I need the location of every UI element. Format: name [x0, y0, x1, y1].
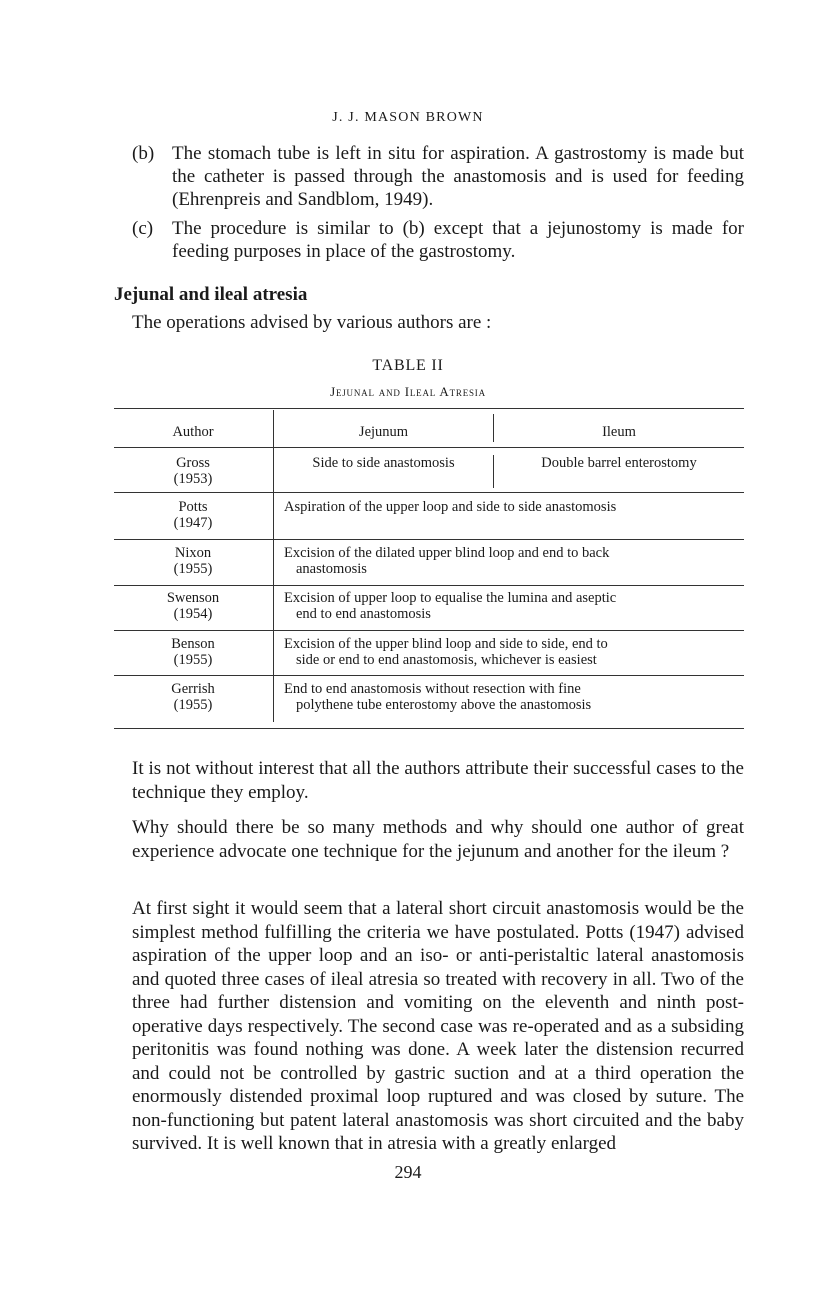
cell-ileum: Double barrel enterostomy: [541, 455, 697, 471]
running-head: J. J. MASON BROWN: [332, 110, 484, 125]
author-year: (1955): [173, 696, 213, 713]
list-item-text: The stomach tube is left in situ for aspiration. A gastrostomy is made but the catheter is passed through the anastomosis and is used for feeding (Ehrenpreis and Sandblom, 1949).: [172, 143, 744, 210]
author-year: (1947): [173, 514, 213, 531]
author-year: (1953): [173, 470, 213, 487]
list-item-b: [132, 142, 744, 211]
table-row-author: [114, 682, 272, 713]
row-divider: [114, 585, 744, 586]
cell-jejunum: Side to side anastomosis: [312, 455, 455, 471]
table-row-author: [114, 456, 272, 487]
operation-line-2: polythene tube enterostomy above the anastomosis: [296, 696, 592, 713]
cell-operation: [284, 500, 728, 516]
table-row-author: [114, 500, 272, 531]
header-ileum: Ileum: [602, 424, 636, 440]
author-year: (1954): [173, 605, 213, 622]
list-item-c: [132, 217, 744, 263]
row-divider: [114, 675, 744, 676]
author-year: (1955): [173, 651, 213, 668]
row-divider: [114, 492, 744, 493]
cell-operation: [284, 591, 728, 622]
body-paragraph: Why should there be so many methods and why should one author of great experience advocate one technique for the jejunum and another for the ileum ?: [132, 817, 744, 862]
author-name: Gross: [176, 455, 210, 471]
operation-line-2: anastomosis: [296, 560, 367, 577]
table-top-rule: [114, 408, 744, 409]
table-bottom-rule: [114, 728, 744, 729]
author-name: Swenson: [166, 590, 220, 606]
table-row-author: [114, 637, 272, 668]
author-year: (1955): [173, 560, 213, 577]
author-name: Potts: [178, 499, 208, 515]
list-item-label: (c): [132, 218, 154, 239]
author-name: Benson: [171, 636, 215, 652]
page-number: 294: [394, 1162, 422, 1182]
operation-line-2: end to end anastomosis: [296, 605, 431, 622]
header-jejunum: Jejunum: [358, 424, 409, 440]
operation-line-1: End to end anastomosis without resection with fine: [284, 681, 581, 697]
operation-line-2: side or end to end anastomosis, whichever is easiest: [296, 651, 597, 668]
table-title: TABLE II: [372, 357, 444, 374]
author-name: Nixon: [174, 545, 212, 561]
table-header-rule: [114, 447, 744, 448]
body-paragraph: It is not without interest that all the authors attribute their successful cases to the technique they employ.: [132, 758, 744, 803]
list-item-label: (b): [132, 143, 155, 164]
author-name: Gerrish: [171, 681, 215, 697]
body-paragraph: At first sight it would seem that a lateral short circuit anastomosis would be the simplest method fulfilling the criteria we have postulated. Potts (1947) advised aspiration of the upper loop and an iso- or anti-peristaltic lateral anastomosis and quoted three cases of ileal atresia so treated with recovery in all. Two of the three had further distension and vomiting on the eleventh and ninth post-operative days respectively. The second case was re-operated and as a subsiding peritonitis was found nothing was done. A week later the distension recurred and could not be controlled by gastric suction and at a third operation the enormously distended proximal loop ruptured and was closed by suture. The non-functioning but patent lateral anastomosis was short circuited and the baby survived. It is well known that in atresia with a greatly enlarged: [132, 898, 744, 1154]
table-row-author: [114, 546, 272, 577]
intro-text: The operations advised by various authors are :: [132, 312, 492, 333]
section-heading: Jejunal and ileal atresia: [114, 284, 308, 305]
operation-line-1: Aspiration of the upper loop and side to side anastomosis: [284, 499, 617, 515]
cell-operation: [284, 682, 728, 713]
table-subtitle: Jejunal and Ileal Atresia: [330, 384, 486, 399]
operation-line-1: Excision of upper loop to equalise the lumina and aseptic: [284, 590, 617, 606]
row-divider: [114, 630, 744, 631]
table-row-author: [114, 591, 272, 622]
cell-operation: [284, 637, 728, 668]
operation-line-1: Excision of the upper blind loop and side to side, end to: [284, 636, 608, 652]
header-author: Author: [172, 424, 214, 440]
cell-operation: [284, 546, 728, 577]
row-divider: [114, 539, 744, 540]
list-item-text: The procedure is similar to (b) except that a jejunostomy is made for feeding purposes in place of the gastrostomy.: [172, 218, 744, 262]
operation-line-1: Excision of the dilated upper blind loop and end to back: [284, 545, 610, 561]
